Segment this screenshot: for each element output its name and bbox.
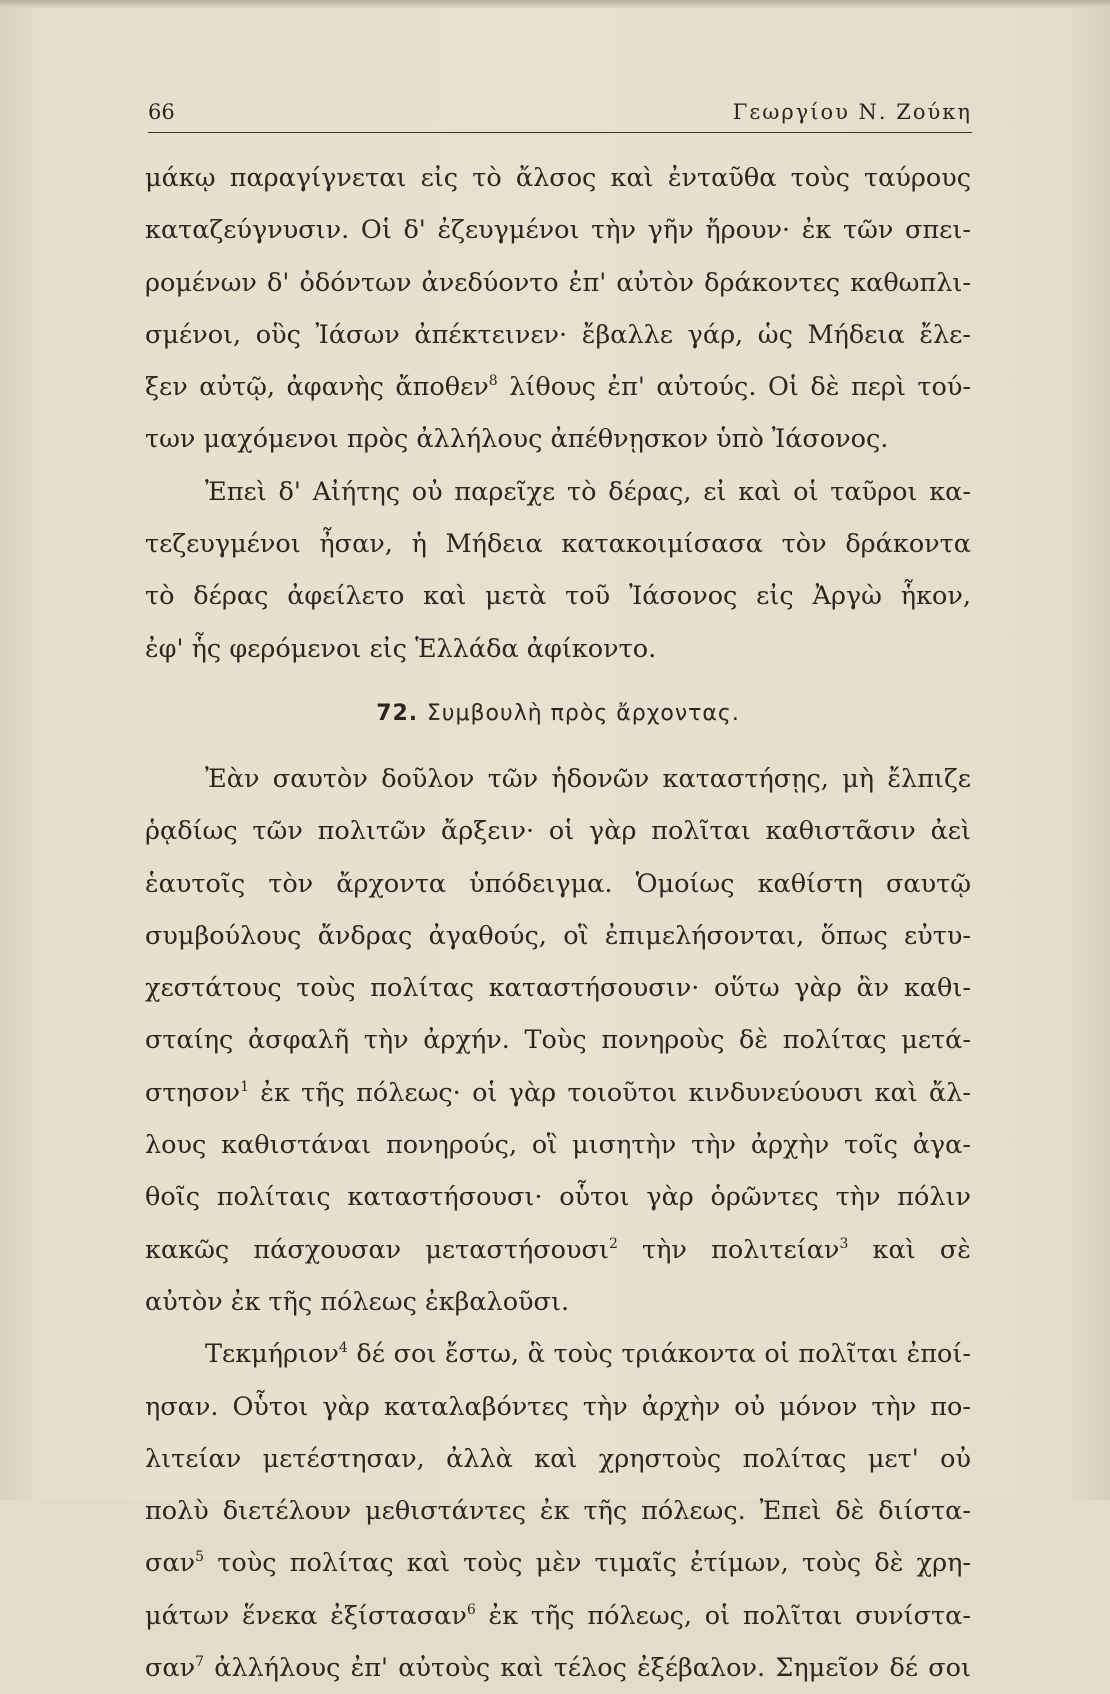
line-text: Τεκμήριον — [205, 1339, 339, 1370]
text-line: χεστάτους τοὺς πολίτας καταστήσουσιν· οὕτω γὰρ ἂν καθι- — [145, 973, 971, 1004]
text-line: τεζευγμένοι ἦσαν, ἡ Μήδεια κατακοιμίσασα τὸν δράκοντα — [145, 529, 971, 560]
text-line: ἑαυτοῖς τὸν ἄρχοντα ὑπόδειγμα. Ὁμοίως καθίστη σαυτῷ — [145, 868, 971, 899]
footnote-marker: 6 — [466, 1601, 476, 1618]
line-text: ἐκ τῆς πόλεως· οἱ γὰρ τοιοῦτοι κινδυνεύουσι καὶ ἄλ- — [248, 1077, 971, 1108]
text-line: σμένοι, οὓς Ἰάσων ἀπέκτεινεν· ἔβαλλε γάρ, ὡς Μήδεια ἔλε- — [145, 319, 971, 350]
page-header — [148, 98, 972, 133]
paragraph-block-1 — [145, 152, 971, 675]
footnote-marker: 3 — [839, 1235, 849, 1252]
line-text: στησον — [145, 1077, 241, 1108]
body-text — [145, 152, 971, 1694]
footnote-marker: 5 — [195, 1549, 205, 1566]
text-line: σταίης ἀσφαλῆ τὴν ἀρχήν. Τοὺς πονηροὺς δὲ πολίτας μετά- — [145, 1025, 971, 1056]
text-line — [145, 1224, 971, 1276]
footnote-marker: 1 — [240, 1078, 249, 1095]
text-line: θοῖς πολίταις καταστήσουσι· οὗτοι γὰρ ὁρῶντες τὴν πόλιν — [145, 1182, 971, 1213]
page-top-edge — [0, 0, 1110, 8]
text-line: τὸ δέρας ἀφείλετο καὶ μετὰ τοῦ Ἰάσονος εἰς Ἀργὼ ἧκον, — [145, 581, 971, 612]
line-text: μάτων ἕνεκα ἐξίστασαν — [145, 1600, 467, 1631]
footnote-marker: 8 — [488, 373, 498, 390]
line-text: ἐκ τῆς πόλεως, οἱ πολῖται συνίστα- — [475, 1600, 971, 1631]
section-title: Συμβουλὴ πρὸς ἄρχοντας. — [426, 700, 740, 726]
footnote-marker: 2 — [608, 1235, 618, 1252]
running-head: Γεωργίου Ν. Ζούκη — [732, 100, 972, 124]
text-line: ῥᾳδίως τῶν πολιτῶν ἄρξειν· οἱ γὰρ πολῖται καθιστᾶσιν ἀεὶ — [145, 816, 971, 847]
line-text: ξεν αὐτῷ, ἀφανὴς ἄποθεν — [145, 372, 489, 403]
text-line — [145, 1328, 971, 1380]
line-text: καὶ σὲ — [848, 1234, 971, 1265]
line-text: κακῶς πάσχουσαν μεταστήσουσι — [145, 1234, 609, 1265]
section-number: 72. — [376, 700, 419, 726]
text-line — [145, 361, 971, 413]
text-line: Ἐὰν σαυτὸν δοῦλον τῶν ἡδονῶν καταστήσῃς, μὴ ἔλπιζε — [205, 763, 971, 794]
text-line: λους καθιστάναι πονηρούς, οἳ μισητὴν τὴν ἀρχὴν τοῖς ἀγα- — [145, 1130, 971, 1161]
line-text: ἀλλήλους ἐπ' αὐτοὺς καὶ τέλος ἐξέβαλον. Σημεῖον δέ σοι — [204, 1653, 971, 1684]
text-line: των μαχόμενοι πρὸς ἀλλήλους ἀπέθνῃσκον ὑπὸ Ἰάσονος. — [145, 424, 889, 455]
text-line: ρομένων δ' ὀδόντων ἀνεδύοντο ἐπ' αὐτὸν δράκοντες καθωπλι- — [145, 267, 971, 298]
line-text: σαν — [145, 1548, 196, 1579]
text-line — [145, 1067, 971, 1119]
footnote-marker: 4 — [338, 1340, 348, 1357]
text-line — [145, 1642, 971, 1694]
section-heading — [145, 675, 971, 753]
text-line: καταζεύγνυσιν. Οἱ δ' ἐζευγμένοι τὴν γῆν ἤρουν· ἐκ τῶν σπει- — [145, 215, 971, 246]
text-line: ἐφ' ἧς φερόμενοι εἰς Ἑλλάδα ἀφίκοντο. — [145, 633, 657, 664]
footnote-marker: 7 — [195, 1654, 205, 1671]
line-text: σαν — [145, 1653, 196, 1684]
text-line: αὐτὸν ἐκ τῆς πόλεως ἐκβαλοῦσι. — [145, 1286, 570, 1317]
line-text: δέ σοι ἔστω, ἃ τοὺς τριάκοντα οἱ πολῖται ἐποί- — [347, 1339, 971, 1370]
text-line: λιτείαν μετέστησαν, ἀλλὰ καὶ χρηστοὺς πολίτας μετ' οὐ — [145, 1443, 971, 1474]
paragraph-block-2 — [145, 753, 971, 1694]
text-line — [145, 1590, 971, 1642]
text-line: συμβούλους ἄνδρας ἀγαθούς, οἳ ἐπιμελήσονται, ὅπως εὐτυ- — [145, 920, 971, 951]
text-line: πολὺ διετέλουν μεθιστάντες ἐκ τῆς πόλεως. Ἐπεὶ δὲ διίστα- — [145, 1496, 971, 1527]
line-text: τὴν πολιτείαν — [617, 1234, 840, 1265]
text-line: μάκῳ παραγίγνεται εἰς τὸ ἄλσος καὶ ἐνταῦθα τοὺς ταύρους — [145, 163, 971, 193]
page-number: 66 — [148, 100, 175, 124]
text-line: ησαν. Οὗτοι γὰρ καταλαβόντες τὴν ἀρχὴν οὐ μόνον τὴν πο- — [145, 1391, 971, 1422]
text-line: Ἐπεὶ δ' Αἰήτης οὐ παρεῖχε τὸ δέρας, εἰ καὶ οἱ ταῦροι κα- — [205, 476, 971, 507]
text-line — [145, 1537, 971, 1589]
line-text: λίθους ἐπ' αὐτούς. Οἱ δὲ περὶ τού- — [497, 372, 971, 403]
line-text: τοὺς πολίτας καὶ τοὺς μὲν τιμαῖς ἐτίμων, τοὺς δὲ χρη- — [204, 1548, 971, 1579]
